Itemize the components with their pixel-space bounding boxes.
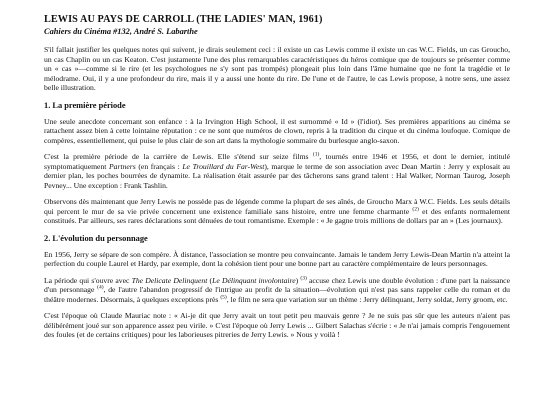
text-run: et des enfants normalement constitués. Par ailleurs, ses rares déclarations sont dénuées de tout romantisme. Exemple : « Je gagne trois millions de dollars par an » (Les journaux). [44, 206, 510, 225]
text-run: C'est la première période de la carrière de Lewis. Elle s'étend sur seize films [44, 152, 313, 161]
text-run: ( [207, 275, 213, 285]
section1-paragraph-1: Une seule anecdote concernant son enfance : à la Irvington High School, il est surnommé « Id » (l'idiot). Ses premières apparitions au cinéma se rattachent assez bien à cette lointaine réputation : ce ne sont que numéros de clown, repris à la tradition du cirque et du cinéma loufoque. Comique de compères, essentiellement, qui puise le plus clair de son art dans la mythologie sommaire du burlesque anglo-saxon. [44, 116, 510, 145]
text-run: accuse chez Lewis une double évolution : d'une part la naissance d'un personnage [44, 275, 510, 294]
section-heading-1: 1. La première période [44, 100, 126, 110]
article-title: LEWIS AU PAYS DE CARROLL (THE LADIES' MAN, 1961) [44, 14, 323, 25]
film-title-partners: Partners [109, 161, 136, 171]
footnote-ref-1[interactable]: (1) [312, 151, 320, 158]
text-run: La période qui s'ouvre avec [44, 275, 132, 285]
section1-paragraph-2 [44, 152, 510, 190]
film-title-delinquant-involontaire: Le Délinquant involontaire [212, 275, 296, 285]
footnote-ref-4[interactable]: (4) [97, 284, 104, 291]
section2-paragraph-1: En 1956, Jerry se sépare de son compère. À distance, l'association se montre peu convaincante. Jamais le tandem Jerry Lewis-Dean Martin n'a atteint la perfection du couple Laurel et Hardy, par exemple, dont la cohésion tient pour une bonne part au caractère complémentaire de leurs personnages. [44, 249, 510, 268]
section-heading-2: 2. L'évolution du personnage [44, 233, 148, 243]
text-run: ) [295, 275, 301, 285]
film-title-trouillard: Le Trouillard du Far-West [182, 161, 265, 171]
footnote-ref-3[interactable]: (3) [300, 274, 307, 281]
text-run: , tournés entre 1946 et 1956, et dont le dernier, intitulé symptomatiquement [44, 152, 510, 171]
text-run: (en français : [135, 161, 183, 171]
footnote-ref-2[interactable]: (2) [412, 205, 419, 212]
footnote-ref-5[interactable]: (5) [220, 293, 227, 300]
section1-paragraph-3 [44, 197, 510, 226]
text-run: Observons dès maintenant que Jerry Lewis ne possède pas de légende comme la plupart de ses aînés, de Groucho Marx à W.C. Fields. Les seuls détails qui percent le mur de sa vie privée concernent une existence familiale sans histoire, entre une femme charmante [44, 197, 510, 216]
intro-paragraph: S'il fallait justifier les quelques notes qui suivent, je dirais seulement ceci : il existe un cas Lewis comme il existe un cas W.C. Fields, un cas Groucho, un cas Chaplin ou un cas Keaton. C'est justamente l'une des plus remarquables caractéristiques du héros comique que de toujours se présenter comme un « cas »—comme si le rire (et les psychologues ne s'y sont pas trompés) plongeait plus loin dans l'âme humaine que ne font la tragédie et le mélodrame. Oui, il y a une profondeur du rire, mais il y a aussi une honte du rire. De l'une et de l'autre, le cas Lewis propose, à notre sens, une assez belle illustration. [44, 45, 510, 92]
section2-paragraph-2 [44, 276, 510, 305]
text-run: , de l'autre l'abandon progressif de l'intrigue au profit de la situation—évolution qui n'est pas sans rappeler celle du roman et du théâtre modernes. Désormais, à quelques exceptions près [44, 285, 510, 304]
text-run: ), marque le terme de son association avec Dean Martin : Jerry y explosait au dernier plan, les poches bourrées de dynamite. La réalisation était assurée par des tâcherons sans grand talent : Hal Walker, Norman Taurog, Joseph Pevney... Une exception : Frank Tashlin. [44, 161, 510, 190]
text-run: , le film ne sera que variation sur un thème : Jerry délinquant, Jerry soldat, Jerry groom, etc. [226, 294, 508, 304]
film-title-delicate-delinquent: The Delicate Delinquent [131, 275, 208, 285]
article-subtitle: Cahiers du Cinéma #132, André S. Labarthe [44, 27, 198, 36]
section2-paragraph-3: C'est l'époque où Claude Mauriac note : « Ai-je dit que Jerry avait un tout petit peu mauvais genre ? Je ne suis pas sûr que les auteurs n'aient pas délibérément joué sur son apparence assez peu virile. » C'est l'époque où Jerry Lewis ... Gilbert Salachas s'écrie : « Je n'ai jamais compris l'engouement des foules (et de certains critiques) pour les laborieuses pitreries de Jerry Lewis. » Nous y voilà ! [44, 311, 510, 339]
